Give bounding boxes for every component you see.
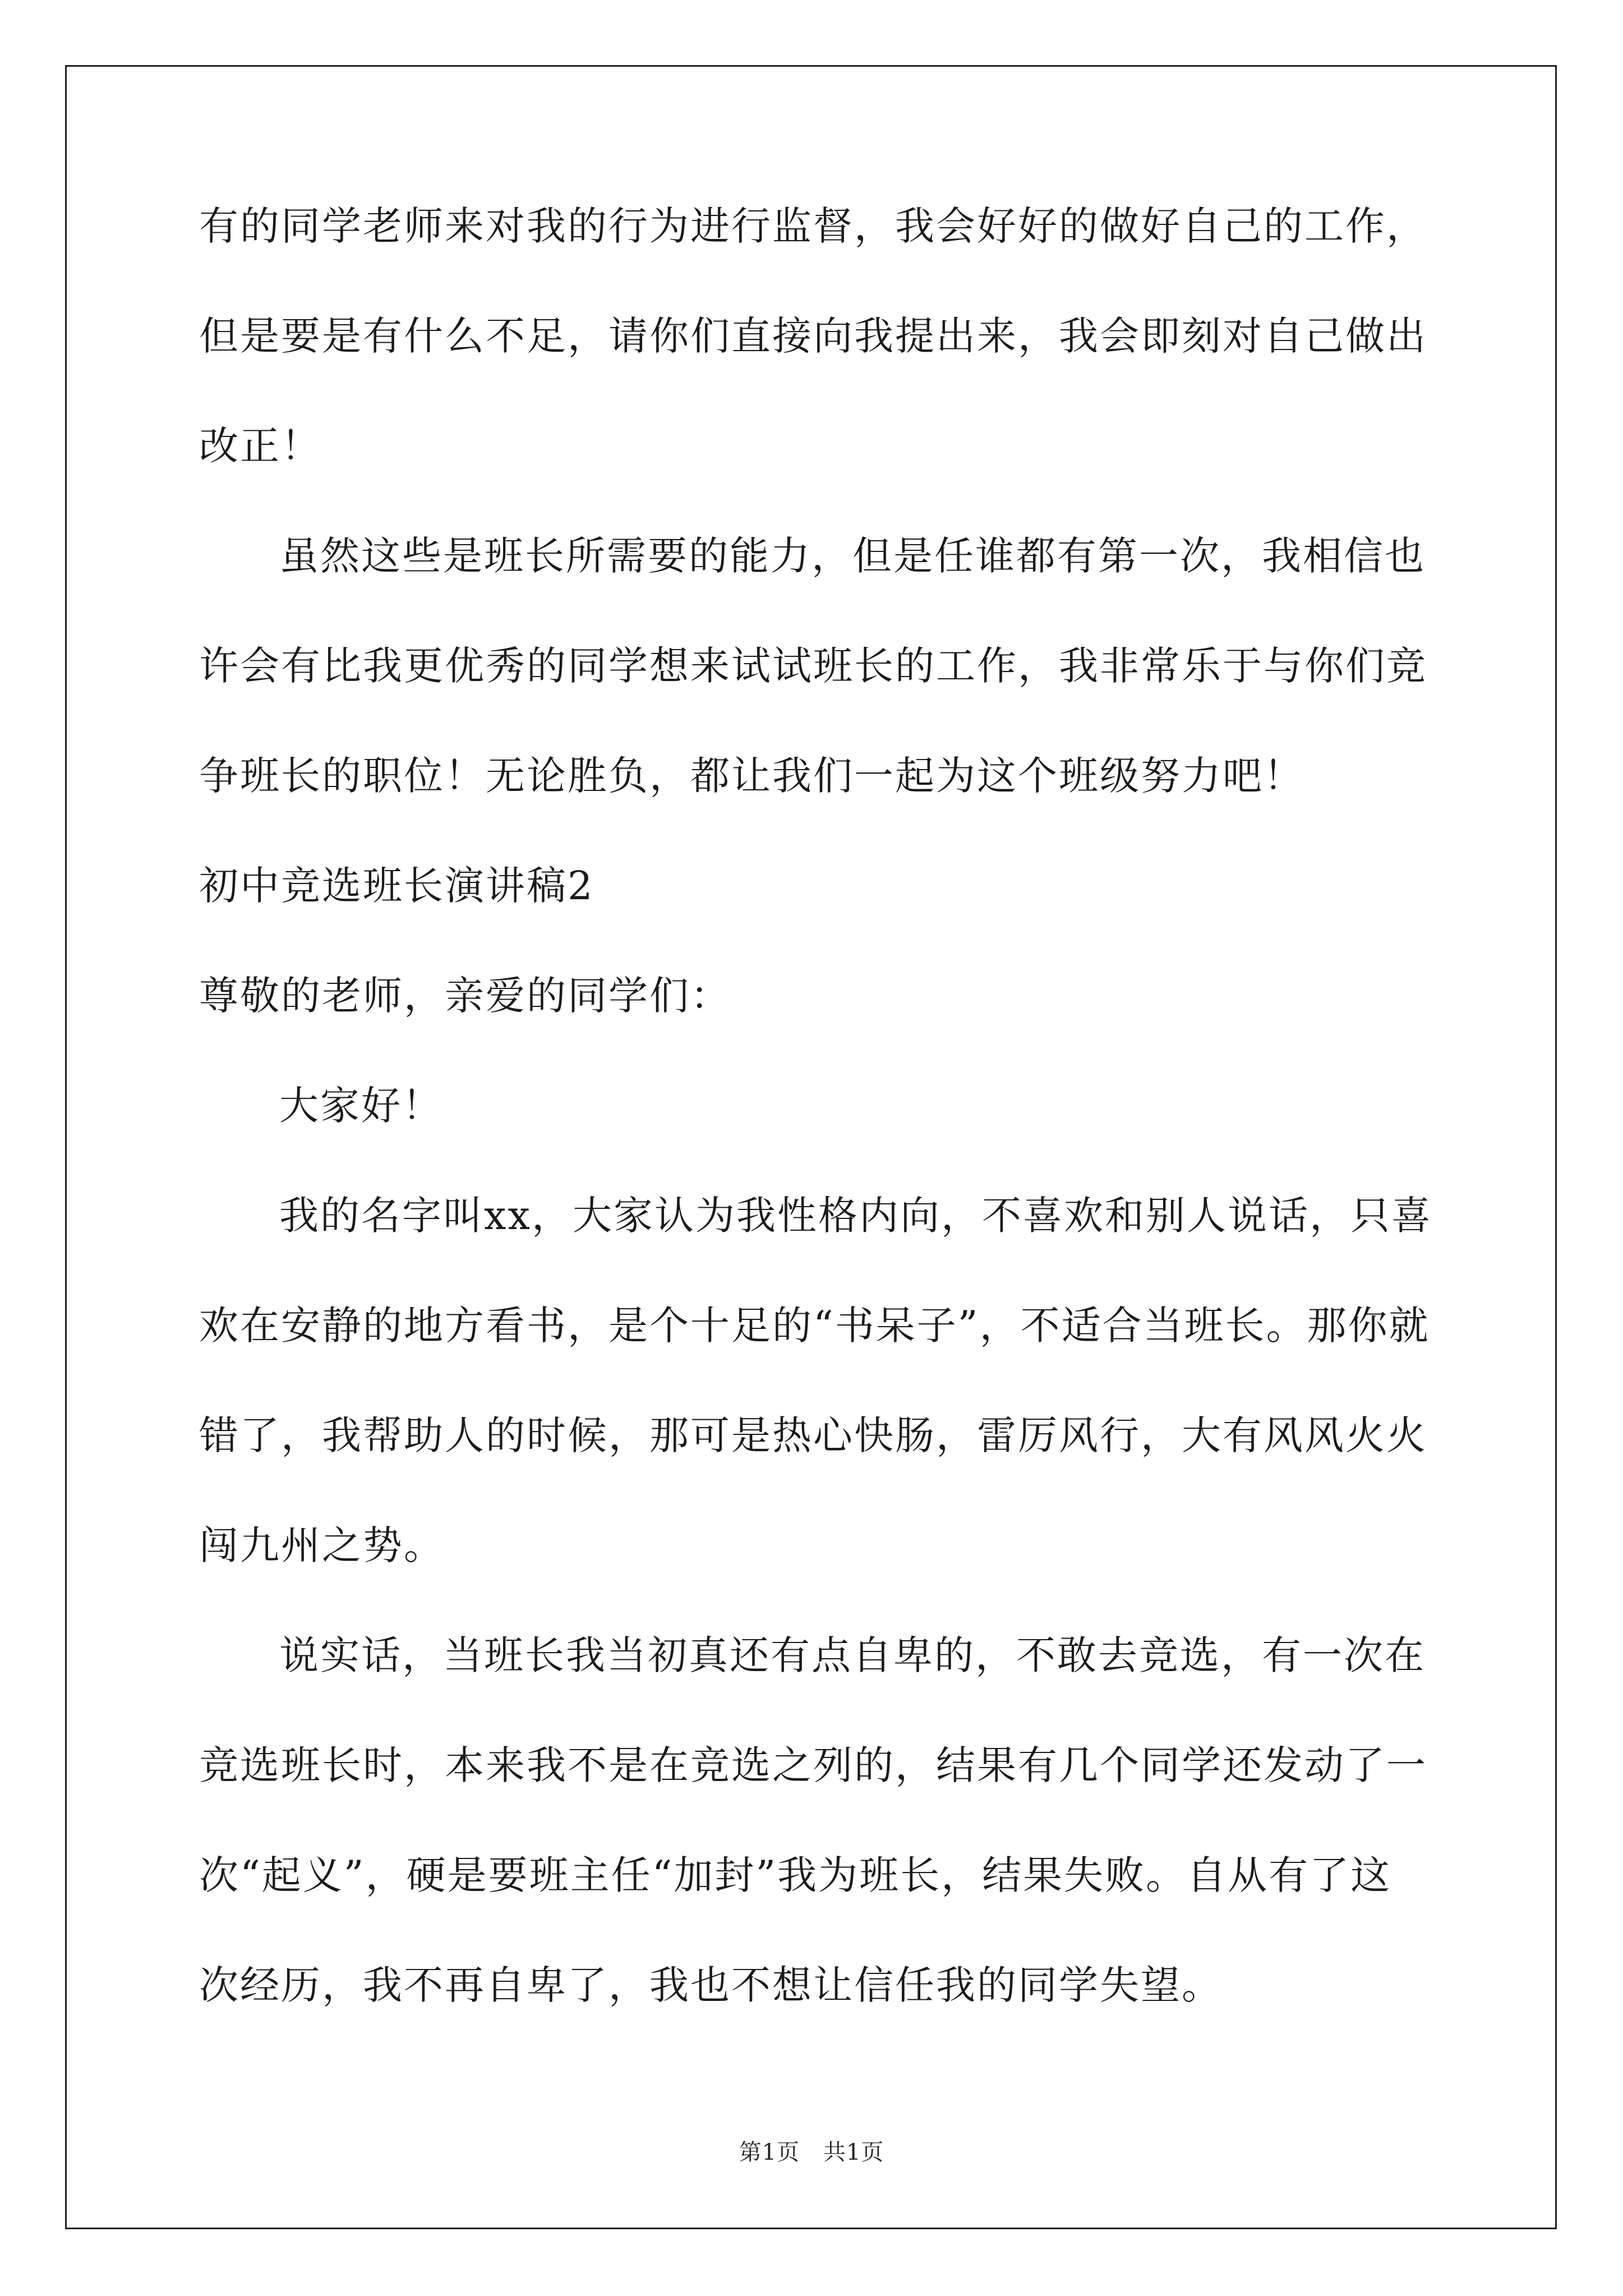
text-line: 我的名字叫xx，大家认为我性格内向，不喜欢和别人说话，只喜 bbox=[279, 1193, 1432, 1239]
text-line: 竞选班长时，本来我不是在竞选之列的，结果有几个同学还发动了一 bbox=[199, 1742, 1427, 1788]
section-heading: 初中竞选班长演讲稿2 bbox=[199, 863, 594, 909]
text-line: 但是要是有什么不足，请你们直接向我提出来，我会即刻对自己做出 bbox=[199, 313, 1427, 359]
salutation: 尊敬的老师，亲爱的同学们： bbox=[199, 973, 731, 1019]
text-line: 欢在安静的地方看书，是个十足的“书呆子”，不适合当班长。那你就 bbox=[199, 1303, 1430, 1349]
page-footer bbox=[0, 2138, 1623, 2166]
page-total: 共1页 bbox=[823, 2139, 884, 2165]
text-line: 说实话，当班长我当初真还有点自卑的，不敢去竞选，有一次在 bbox=[279, 1632, 1426, 1678]
text-line: 虽然这些是班长所需要的能力，但是任谁都有第一次，我相信也 bbox=[279, 533, 1426, 579]
text-line: 次“起义”，硬是要班主任“加封”我为班长，结果失败。自从有了这 bbox=[199, 1852, 1392, 1898]
text-line: 改正！ bbox=[199, 423, 322, 469]
text-line: 闯九州之势。 bbox=[199, 1522, 445, 1568]
greeting: 大家好！ bbox=[279, 1083, 443, 1129]
page-number: 第1页 bbox=[739, 2139, 800, 2165]
text-line: 争班长的职位！无论胜负，都让我们一起为这个班级努力吧！ bbox=[199, 753, 1304, 799]
text-line: 错了，我帮助人的时候，那可是热心快肠，雷厉风行，大有风风火火 bbox=[199, 1412, 1427, 1458]
page-border bbox=[65, 65, 1557, 2229]
text-line: 许会有比我更优秀的同学想来试试班长的工作，我非常乐于与你们竞 bbox=[199, 643, 1427, 689]
text-line: 有的同学老师来对我的行为进行监督，我会好好的做好自己的工作， bbox=[199, 203, 1427, 249]
text-line: 次经历，我不再自卑了，我也不想让信任我的同学失望。 bbox=[199, 1962, 1223, 2008]
